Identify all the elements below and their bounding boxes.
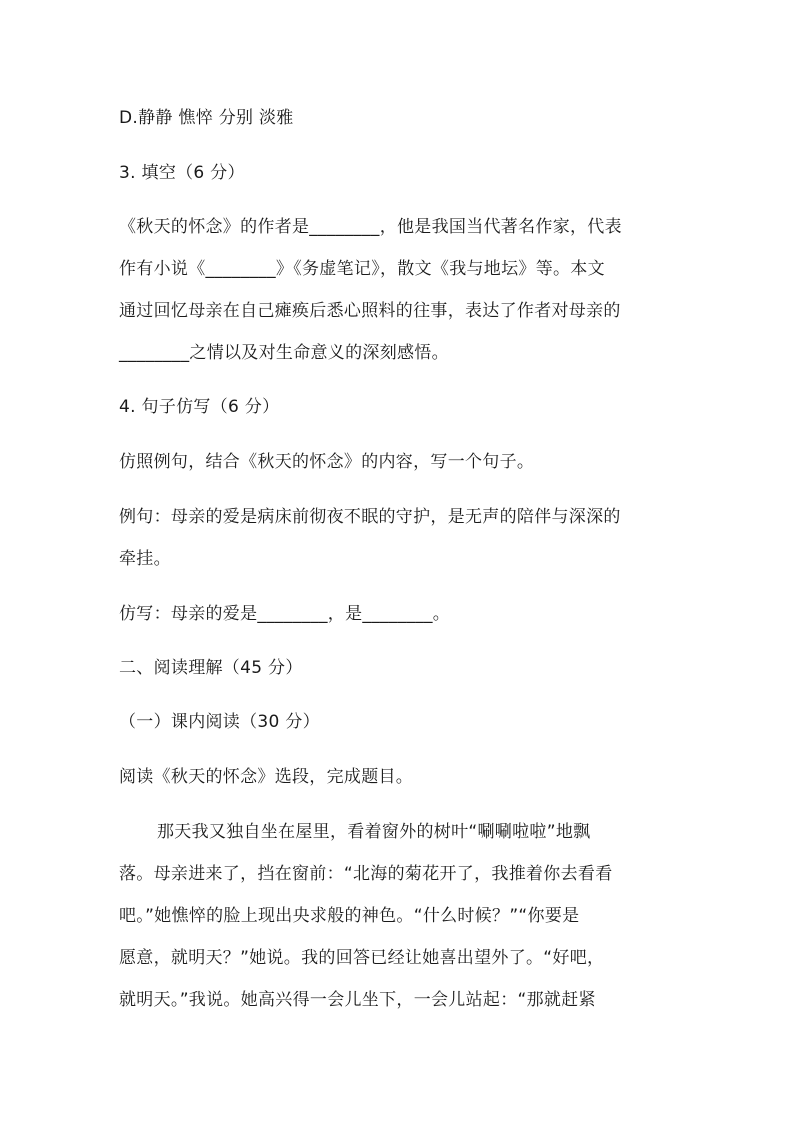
question-3-text-line: ________之情以及对生命意义的深刻感悟。 [119,343,449,363]
question-3-text-line: 通过回忆母亲在自己瘫痪后悉心照料的往事，表达了作者对母亲的 [119,301,621,321]
question-3-text-line: 作有小说《________》《务虚笔记》，散文《我与地坛》等。本文 [119,259,605,279]
passage-line: 愿意，就明天？”她说。我的回答已经让她喜出望外了。“好吧， [119,948,605,968]
question-4-example-line: 例句：母亲的爱是病床前彻夜不眠的守护，是无声的陪伴与深深的 [119,507,621,527]
reading-instruction: 阅读《秋天的怀念》选段，完成题目。 [119,767,414,787]
question-4-imitation: 仿写：母亲的爱是________，是________。 [119,604,451,624]
question-3-heading: 3. 填空（6 分） [119,163,245,183]
question-4-example-line: 牵挂。 [119,549,171,569]
option-d: D.静静 憔悴 分别 淡雅 [119,108,294,128]
passage-line: 那天我又独自坐在屋里，看着窗外的树叶“唰唰啦啦”地飘 [157,822,591,842]
question-3-text-line: 《秋天的怀念》的作者是________，他是我国当代著名作家，代表 [119,217,622,237]
question-4-instruction: 仿照例句，结合《秋天的怀念》的内容，写一个句子。 [119,452,535,472]
section-2-heading: 二、阅读理解（45 分） [119,658,303,678]
subsection-1-heading: （一）课内阅读（30 分） [119,712,320,732]
question-4-heading: 4. 句子仿写（6 分） [119,397,280,417]
passage-line: 吧。”她憔悴的脸上现出央求般的神色。“什么时候？”“你要是 [119,906,580,926]
passage-line: 落。母亲进来了，挡在窗前：“北海的菊花开了，我推着你去看看 [119,864,613,884]
passage-line: 就明天。”我说。她高兴得一会儿坐下，一会儿站起：“那就赶紧 [119,990,596,1010]
